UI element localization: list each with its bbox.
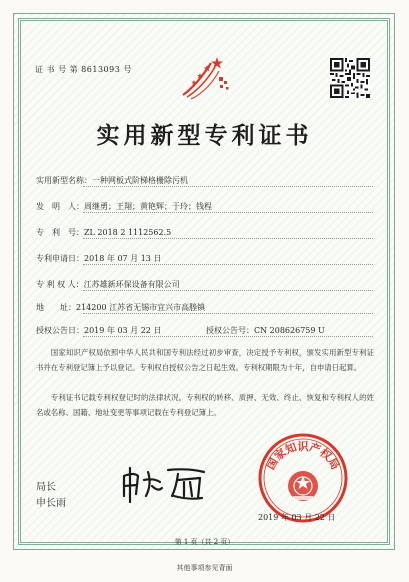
field-inventor (36, 201, 212, 212)
field-address (36, 302, 205, 313)
field-divider (83, 238, 373, 239)
legal-status-paragraph: 专利证书记载专利权登记时的法律状况。专利权的转移、质押、无效、终止、恢复和专利权人的姓名或名称、国籍、地址变更等事项记载在专利登记簿上。 (36, 393, 374, 417)
field-grant-date (36, 325, 161, 336)
footer-note: 其他事项参见背面 (176, 564, 233, 572)
field-label: 授权公告日： (36, 326, 84, 335)
field-grant-number (206, 325, 325, 336)
field-patentee (36, 279, 180, 290)
field-label: 专 利 号： (36, 228, 84, 237)
field-label: 发 明 人： (36, 202, 84, 211)
field-label: 授权公告号： (206, 326, 254, 335)
qr-code-icon (330, 58, 370, 98)
handwritten-signature-icon (118, 462, 210, 504)
field-label: 实用新型名称： (36, 176, 92, 185)
field-value: CN 208626759 U (254, 326, 325, 335)
field-value: 江苏雄新环保设备有限公司 (83, 280, 180, 289)
field-value: 一种网板式阶梯格栅除污机 (92, 176, 188, 185)
cnipa-emblem-icon (173, 53, 233, 103)
field-filing-date (36, 253, 161, 264)
field-divider (83, 186, 373, 187)
page-number: 第 1 页（共 2 页） (174, 538, 235, 546)
field-value: 周继勇；王翔；黄艳辉；于玲；钱程 (84, 202, 212, 211)
seal-date: 2019 年 03 月 22 日 (258, 513, 336, 522)
seal-text: 国家知识产权局 (264, 440, 342, 472)
field-divider (83, 290, 373, 291)
field-value: 214200 江苏省无锡市宜兴市高塍镇 (76, 303, 206, 312)
field-value: ZL 2018 2 1112562.5 (84, 228, 172, 237)
certificate-title: 实用新型专利证书 (96, 122, 313, 149)
field-label: 专 利 权 人： (36, 280, 84, 289)
field-value: 2018 年 07 月 13 日 (84, 254, 162, 263)
field-divider (83, 336, 373, 337)
certificate-number: 证 书 号 第 8613093 号 (35, 65, 132, 74)
field-label: 地 址： (36, 303, 76, 312)
grant-statement-paragraph: 国家知识产权局依照中华人民共和国专利法经过初步审查，决定授予专利权，颁发实用新型专利证书并在专利登记簿上予以登记。专利权自授权公告之日起生效。专利权期限为十年，自申请日起算。 (36, 348, 374, 372)
field-divider (83, 313, 373, 314)
director-title: 局长 (36, 482, 56, 493)
director-name: 申长雨 (36, 498, 66, 509)
official-seal-icon (257, 432, 349, 524)
field-value: 2019 年 03 月 22 日 (84, 326, 162, 335)
field-label: 专利申请日： (36, 254, 84, 263)
field-divider (83, 212, 373, 213)
field-patent-number (36, 227, 171, 238)
field-utility-model-name (36, 175, 188, 186)
field-divider (83, 264, 373, 265)
